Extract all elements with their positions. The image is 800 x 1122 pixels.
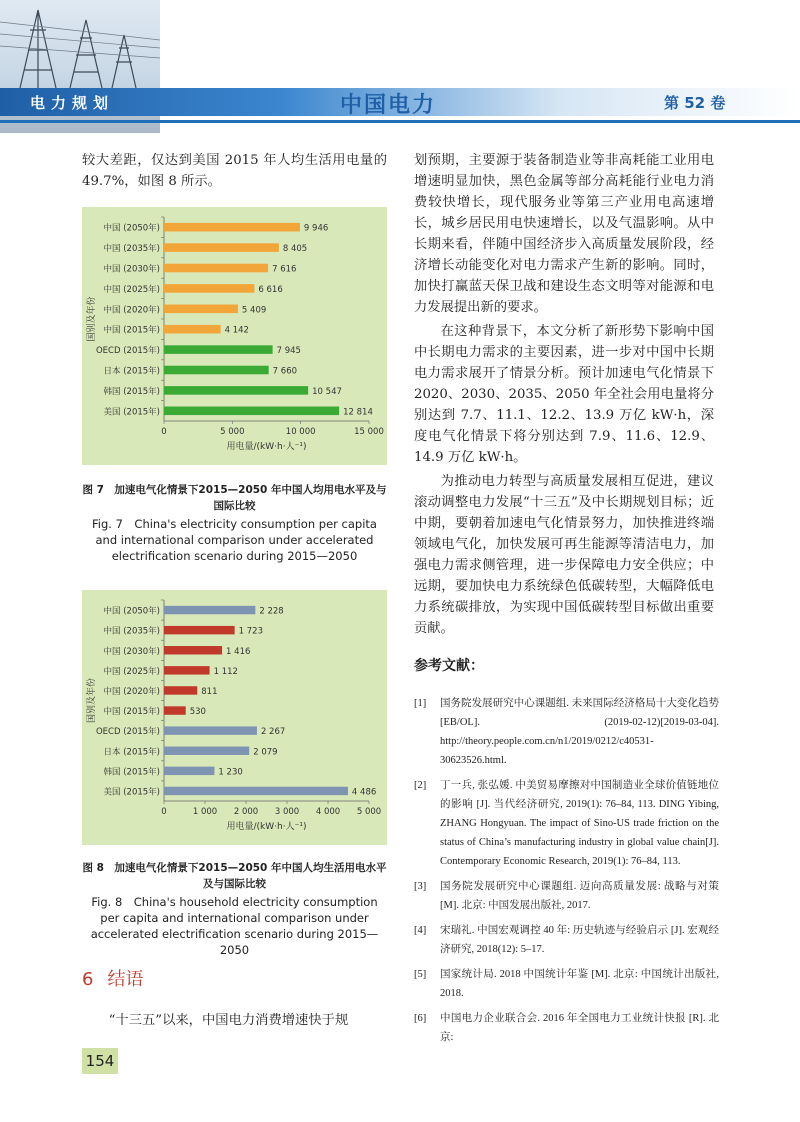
bar	[164, 767, 214, 775]
y-axis-label: 国别及年份	[87, 296, 97, 342]
reference-number: [4]	[414, 925, 427, 936]
right-paragraph-1: 划预期，主要源于装备制造业等非高耗能工业用电增速明显加快，黑色金属等部分高耗能行业电力消费较快增长，现代服务业等第三产业用电高速增长，城乡居民用电快速增长，以及气温影响。从中长期来看，伴随中国经济步入高质量发展阶段，经济增长动能变化对电力需求产生新的影响。同时，加快打赢蓝天保卫战和建设生态文明等对能源和电力发展提出新的要求。	[414, 153, 714, 315]
figure-8-chart	[82, 590, 387, 845]
reference-number: [2]	[414, 780, 427, 791]
bar	[164, 386, 308, 395]
bar	[164, 407, 339, 416]
figure-8-svg	[82, 590, 387, 845]
value-label: 1 112	[213, 666, 238, 677]
reference-text: 宋瑞礼. 中国宏观调控 40 年: 历史轨迹与经验启示 [J]. 宏观经济研究, 2018(12): 5–17.	[440, 925, 719, 955]
figure-8-caption-en: Fig. 8 China's household electricity consumption per capita and international comparison under accelerated electrification scenario during 2015—2050	[90, 895, 379, 957]
category-label: 美国 (2015年)	[103, 407, 160, 418]
bar	[164, 666, 210, 674]
bar	[164, 345, 273, 354]
page-number: 154	[82, 1048, 118, 1074]
category-label: 韩国 (2015年)	[103, 386, 160, 397]
x-tick-label: 5 000	[356, 807, 382, 817]
section-tag: 电力规划	[30, 94, 115, 112]
section-6-title: 结语	[107, 969, 144, 990]
bar	[164, 284, 254, 293]
category-label: 中国 (2035年)	[103, 244, 160, 255]
x-axis-label: 用电量/(kW·h·人⁻¹)	[226, 822, 307, 832]
category-label: 日本 (2015年)	[103, 747, 160, 758]
bar	[164, 626, 235, 634]
reference-item	[414, 965, 719, 1003]
category-label: 中国 (2015年)	[103, 325, 160, 336]
bar	[164, 243, 279, 252]
reference-text: 丁一兵, 张弘媛. 中美贸易摩擦对中国制造业全球价值链地位的影响 [J]. 当代经济研究, 2019(1): 76–84, 113. DING Yibing, ZHANG Hongyuan. The impact of Sino-US trade friction on the status of China’s manufacturing industry in global value chain[J]. Contemporary Economic Research, 2019(1): 76–84, 113.	[440, 780, 719, 867]
category-label: 中国 (2050年)	[103, 606, 160, 617]
section-6-number: 6	[82, 969, 94, 990]
value-label: 6 616	[258, 284, 283, 295]
reference-text: 国家统计局. 2018 中国统计年鉴 [M]. 北京: 中国统计出版社, 2018.	[440, 969, 719, 999]
figure-7-svg	[82, 207, 387, 465]
category-label: 中国 (2020年)	[103, 305, 160, 316]
value-label: 2 079	[253, 747, 278, 758]
reference-number: [5]	[414, 969, 427, 980]
category-label: 中国 (2030年)	[103, 646, 160, 657]
figure-8-caption	[82, 860, 387, 958]
bar	[164, 787, 348, 795]
reference-text: 中国电力企业联合会. 2016 年全国电力工业统计快报 [R]. 北京:	[440, 1013, 719, 1043]
figure-8-caption-zh: 图 8 加速电气化情景下2015—2050 年中国人均生活用电水平及与国际比较	[82, 862, 387, 890]
left-intro-paragraph: 较大差距，仅达到美国 2015 年人均生活用电量的 49.7%，如图 8 所示。	[82, 153, 387, 189]
bar	[164, 726, 257, 734]
category-label: 中国 (2015年)	[103, 707, 160, 718]
value-label: 2 267	[260, 727, 286, 738]
x-tick-label: 15 000	[354, 427, 384, 437]
figure-7-caption-zh: 图 7 加速电气化情景下2015—2050 年中国人均用电水平及与国际比较	[82, 484, 387, 512]
category-label: 中国 (2050年)	[103, 223, 160, 234]
bar	[164, 223, 300, 232]
x-tick-label: 1 000	[192, 807, 218, 817]
category-label: OECD (2015年)	[95, 346, 160, 357]
bar	[164, 305, 238, 314]
value-label: 811	[201, 686, 218, 697]
x-tick-label: 10 000	[285, 427, 316, 437]
category-label: 日本 (2015年)	[103, 366, 160, 377]
references-title: 参考文献：	[414, 658, 484, 674]
right-paragraph-2: 在这种背景下，本文分析了新形势下影响中国中长期电力需求的主要因素，进一步对中国中长期电力需求展开了情景分析。预计加速电气化情景下 2020、2030、2035、2050 年全社会用电量将分别达到 7.7、11.1、12.2、13.9 万亿 kW·h，深度电气化情景下将分别达到 7.9、11.6、12.9、14.9 万亿 kW·h。	[414, 324, 714, 465]
value-label: 1 230	[218, 767, 243, 778]
reference-number: [1]	[414, 698, 427, 709]
category-label: 中国 (2020年)	[103, 686, 160, 697]
category-label: 韩国 (2015年)	[103, 767, 160, 778]
x-tick-label: 2 000	[233, 807, 259, 817]
x-tick-label: 0	[161, 807, 167, 817]
category-label: 美国 (2015年)	[103, 787, 160, 798]
value-label: 10 547	[312, 386, 342, 397]
volume-label: 第 52 卷	[664, 94, 726, 112]
reference-number: [6]	[414, 1013, 427, 1024]
x-tick-label: 0	[161, 427, 167, 437]
y-axis-label: 国别及年份	[87, 677, 97, 724]
value-label: 9 946	[303, 223, 329, 234]
reference-number: [3]	[414, 881, 427, 892]
x-tick-label: 3 000	[274, 807, 300, 817]
figure-7-chart	[82, 207, 387, 465]
bar	[164, 606, 255, 614]
value-label: 5 409	[241, 305, 267, 316]
x-axis-label: 用电量/(kW·h·人⁻¹)	[226, 442, 307, 452]
x-tick-label: 5 000	[220, 427, 245, 437]
bar	[164, 706, 186, 714]
figure-7-caption-en: Fig. 7 China's electricity consumption per capita and international comparison under accelerated electrification scenario during 2015—2050	[92, 517, 377, 563]
value-label: 4 142	[224, 325, 249, 336]
value-label: 530	[189, 707, 206, 718]
value-label: 8 405	[282, 244, 308, 255]
category-label: 中国 (2030年)	[103, 264, 160, 275]
right-paragraph-3: 为推动电力转型与高质量发展相互促进，建议滚动调整电力发展“十三五”及中长期规划目标；近中期，要朝着加速电气化情景努力，加快推进终端领域电气化，加快发展可再生能源等清洁电力，加强电力需求侧管理，进一步保障电力安全供应；中远期，要加快电力系统绿色低碳转型，大幅降低电力系统碳排放，为实现中国低碳转型目标做出重要贡献。	[414, 474, 714, 636]
value-label: 12 814	[343, 407, 373, 418]
section-6-paragraph: “十三五”以来，中国电力消费增速快于规	[108, 1013, 349, 1028]
value-label: 1 723	[238, 626, 263, 637]
category-label: 中国 (2025年)	[103, 284, 160, 295]
reference-text: 国务院发展研究中心课题组. 未来国际经济格局十大变化趋势 [EB/OL]. (2019-02-12)[2019-03-04]. http://theory.people.com.cn/n1/2019/0212/c40531-30623526.html.	[440, 698, 719, 766]
value-label: 7 945	[276, 346, 301, 357]
reference-text: 国务院发展研究中心课题组. 迈向高质量发展: 战略与对策 [M]. 北京: 中国发展出版社, 2017.	[440, 881, 719, 911]
category-label: 中国 (2025年)	[103, 666, 160, 677]
reference-item	[414, 776, 719, 871]
category-label: OECD (2015年)	[95, 727, 160, 738]
value-label: 2 228	[259, 606, 284, 617]
right-body-text	[414, 150, 714, 642]
x-tick-label: 4 000	[315, 807, 341, 817]
category-label: 中国 (2035年)	[103, 626, 160, 637]
bar	[164, 686, 197, 694]
journal-title: 中国电力	[340, 93, 437, 118]
reference-item	[414, 921, 719, 959]
bar	[164, 264, 268, 273]
value-label: 7 616	[272, 264, 297, 275]
reference-item	[414, 694, 719, 770]
bar	[164, 366, 269, 375]
value-label: 1 416	[226, 646, 251, 657]
references-list	[414, 694, 719, 1053]
section-6-heading	[82, 965, 143, 991]
bar	[164, 646, 222, 654]
bar	[164, 325, 221, 334]
reference-item	[414, 1009, 719, 1047]
figure-7-caption	[82, 482, 387, 564]
left-intro-text	[82, 150, 387, 195]
reference-item	[414, 877, 719, 915]
header-rule	[0, 120, 800, 123]
bar	[164, 747, 249, 755]
value-label: 4 486	[351, 787, 377, 798]
section-6-body	[82, 1010, 387, 1034]
value-label: 7 660	[272, 366, 298, 377]
